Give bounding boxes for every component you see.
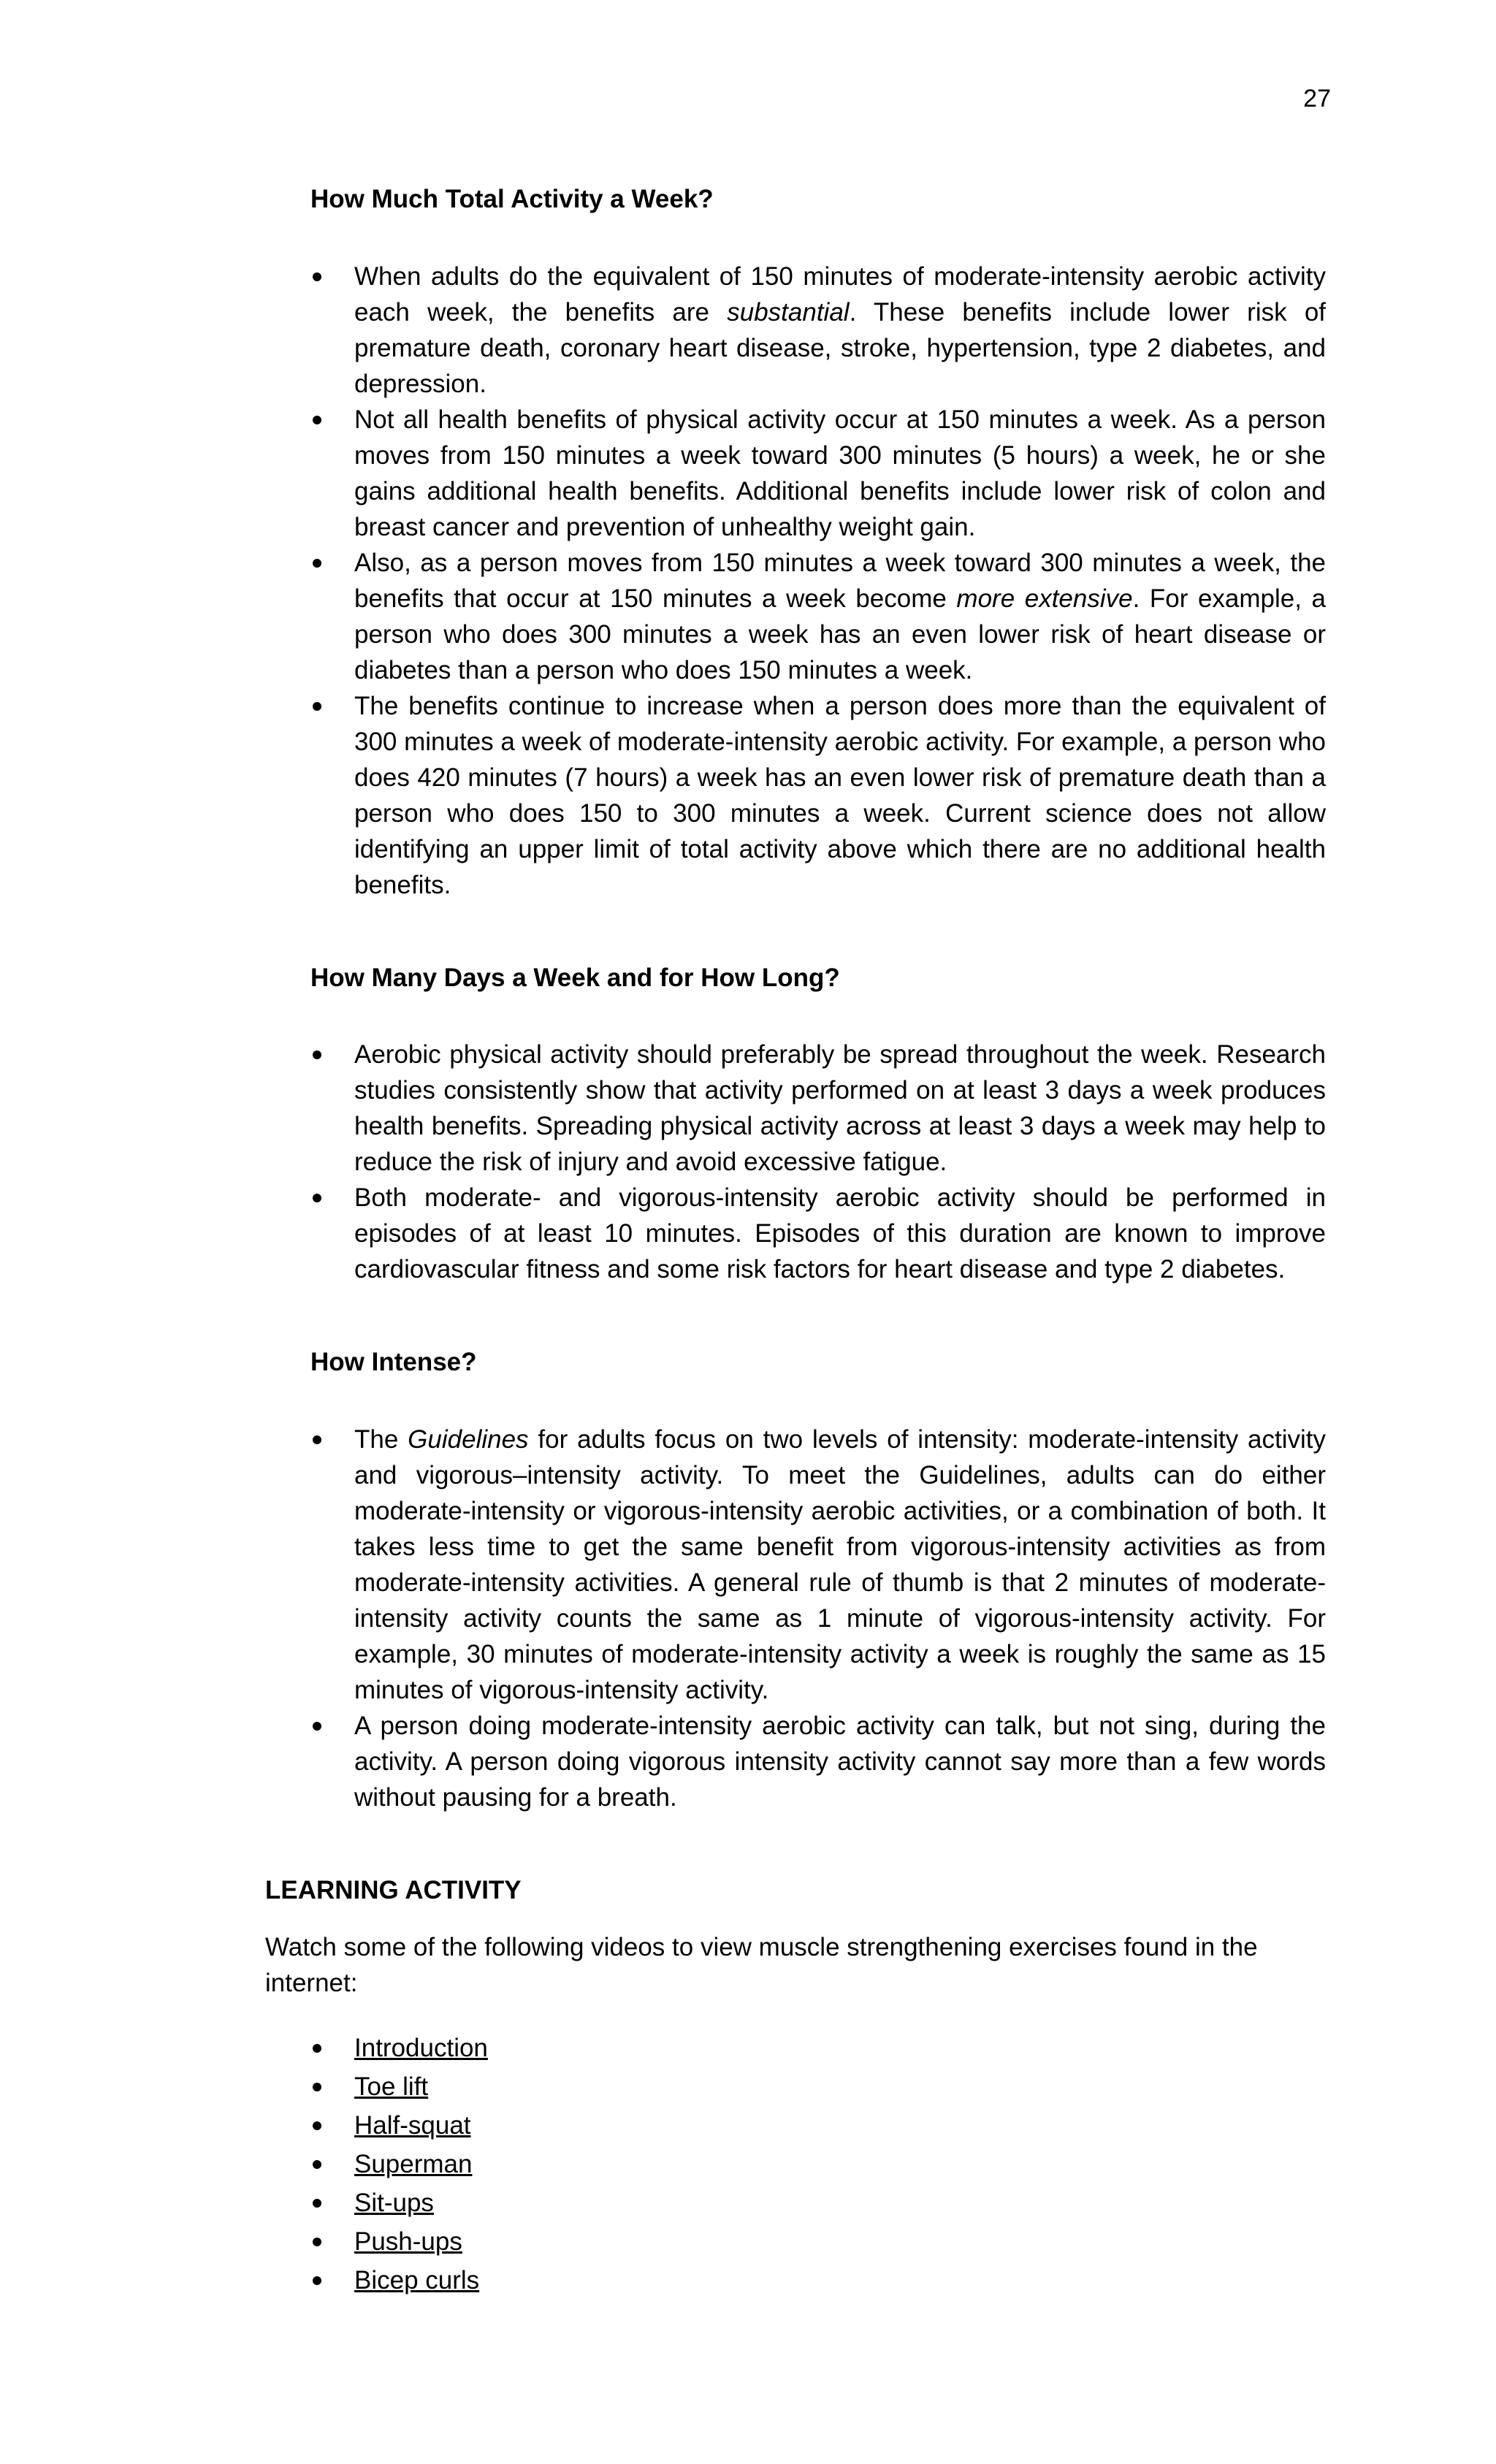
bullet-icon [313, 1722, 321, 1731]
list-item: Aerobic physical activity should preferably be spread throughout the week. Research studies consistently show that activity performed on at least 3 days a week produces health benefits. Spreading physical activity across at least 3 days a week may help to reduce the risk of injury and avoid excessive fatigue. [310, 1037, 1326, 1180]
bullet-list-total-activity [310, 259, 1326, 903]
bullet-icon [313, 2276, 321, 2285]
section-heading-days-a-week: How Many Days a Week and for How Long? [310, 963, 840, 992]
list-item: When adults do the equivalent of 150 minutes of moderate-intensity aerobic activity each week, the benefits are substantial. These benefits include lower risk of premature death, coronary heart disease, stroke, hypertension, type 2 diabetes, and depression. [310, 259, 1326, 402]
list-item [265, 2183, 1326, 2222]
bullet-icon [313, 416, 321, 424]
bullet-icon [313, 2044, 321, 2053]
bullet-icon [313, 559, 321, 568]
list-item [265, 2145, 1326, 2183]
page-number: 27 [1303, 85, 1331, 112]
list-item: The Guidelines for adults focus on two levels of intensity: moderate-intensity activity and vigorous–intensity activity. To meet the Guidelines, adults can do either moderate-intensity or vigorous-intensity aerobic activities, or a combination of both. It takes less time to get the same benefit from vigorous-intensity activities as from moderate-intensity activities. A general rule of thumb is that 2 minutes of moderate-intensity activity counts the same as 1 minute of vigorous-intensity activity. For example, 30 minutes of moderate-intensity activity a week is roughly the same as 15 minutes of vigorous-intensity activity. [310, 1422, 1326, 1708]
link-half-squat[interactable]: Half-squat [354, 2110, 471, 2140]
learning-activity-section [265, 1874, 1326, 2300]
list-item [265, 2261, 1326, 2300]
link-bicep-curls[interactable]: Bicep curls [354, 2265, 480, 2295]
list-item: The benefits continue to increase when a person does more than the equivalent of 300 minutes a week of moderate-intensity aerobic activity. For example, a person who does 420 minutes (7 hours) a week has an even lower risk of premature death than a person who does 150 to 300 minutes a week. Current science does not allow identifying an upper limit of total activity above which there are no additional health benefits. [310, 688, 1326, 903]
list-item [265, 2067, 1326, 2106]
section-heading-total-activity: How Much Total Activity a Week? [310, 185, 714, 213]
bullet-icon [313, 2160, 321, 2169]
list-item [265, 2222, 1326, 2261]
main-content [310, 183, 1326, 1815]
list-item: Also, as a person moves from 150 minutes a week toward 300 minutes a week, the benefits that occur at 150 minutes a week become more extensive. For example, a person who does 300 minutes a week has an even lower risk of heart disease or diabetes than a person who does 150 minutes a week. [310, 545, 1326, 688]
list-item [265, 2106, 1326, 2145]
list-item [265, 2029, 1326, 2067]
section-heading-how-intense: How Intense? [310, 1348, 477, 1376]
list-item: Both moderate- and vigorous-intensity aerobic activity should be performed in episodes of at least 10 minutes. Episodes of this duration are known to improve cardiovascular fitness and some risk factors for heart disease and type 2 diabetes. [310, 1180, 1326, 1287]
link-sit-ups[interactable]: Sit-ups [354, 2188, 434, 2217]
link-introduction[interactable]: Introduction [354, 2033, 488, 2062]
link-push-ups[interactable]: Push-ups [354, 2227, 462, 2256]
bullet-icon [313, 702, 321, 711]
bullet-list-how-intense [310, 1422, 1326, 1815]
learning-activity-intro: Watch some of the following videos to view muscle strengthening exercises found in the internet: [265, 1932, 1258, 1997]
bullet-icon [313, 1050, 321, 1059]
bullet-icon [313, 2199, 321, 2208]
link-superman[interactable]: Superman [354, 2149, 473, 2178]
list-item: Not all health benefits of physical activity occur at 150 minutes a week. As a person moves from 150 minutes a week toward 300 minutes (5 hours) a week, he or she gains additional health benefits. Additional benefits include lower risk of colon and breast cancer and prevention of unhealthy weight gain. [310, 402, 1326, 545]
bullet-icon [313, 1435, 321, 1444]
learning-activity-heading: LEARNING ACTIVITY [265, 1876, 522, 1904]
bullet-list-days-a-week [310, 1037, 1326, 1287]
bullet-icon [313, 2238, 321, 2246]
bullet-icon [313, 2083, 321, 2091]
bullet-icon [313, 2121, 321, 2130]
bullet-icon [313, 272, 321, 281]
video-link-list [265, 2029, 1326, 2300]
list-item: A person doing moderate-intensity aerobic activity can talk, but not sing, during the activity. A person doing vigorous intensity activity cannot say more than a few words without pausing for a breath. [310, 1708, 1326, 1815]
link-toe-lift[interactable]: Toe lift [354, 2072, 429, 2101]
bullet-icon [313, 1194, 321, 1202]
